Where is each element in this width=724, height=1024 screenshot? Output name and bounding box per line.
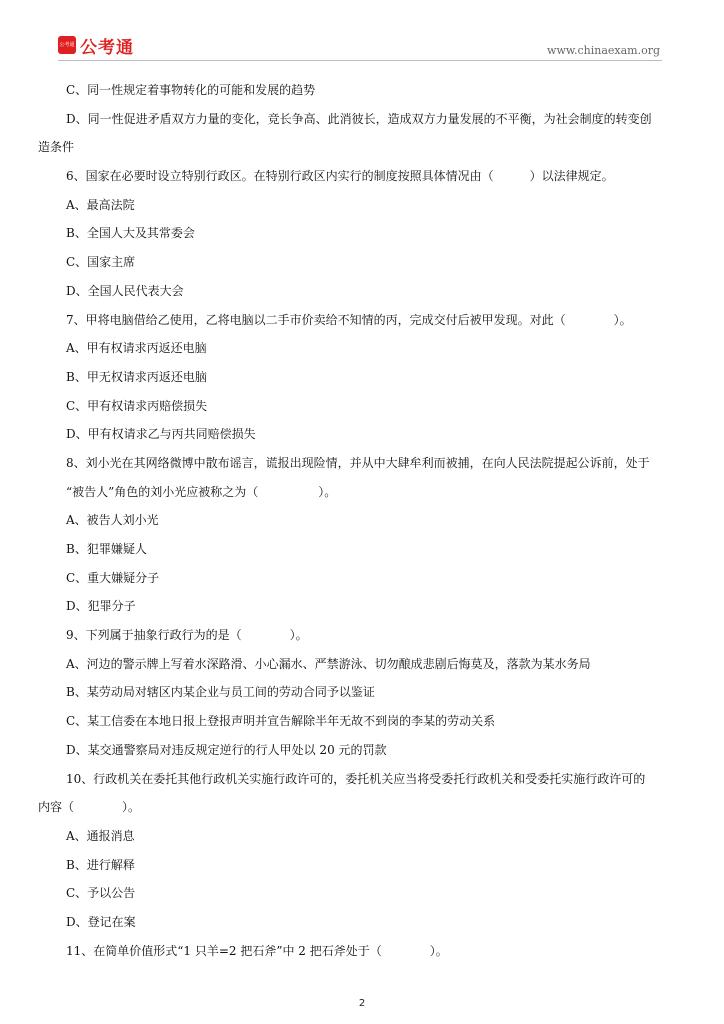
text-line: C、国家主席	[66, 255, 136, 270]
page-number: 2	[358, 998, 366, 1009]
logo-text: 公考通	[80, 38, 134, 58]
text-line: B、犯罪嫌疑人	[66, 542, 147, 556]
text-line: 8、刘小光在其网络微博中散布谣言，谎报出现险情，并从中大肆牟利而被捕，在向人民法院提起公诉前，处于	[66, 455, 650, 470]
text-line: B、某劳动局对辖区内某企业与员工间的劳动合同予以鉴证	[66, 685, 375, 700]
text-line: C、同一性规定着事物转化的可能和发展的趋势	[66, 83, 316, 97]
text-line: A、被告人刘小光	[66, 513, 159, 528]
text-line: D、同一性促进矛盾双方力量的变化，竞长争高、此消彼长，造成双方力量发展的不平衡，为社会制度的转变创	[66, 111, 652, 126]
text-line: 11、在简单价值形式“1 只羊=2 把石斧”中 2 把石斧处于（ ）。	[66, 943, 448, 958]
text-line: D、全国人民代表大会	[66, 283, 184, 298]
text-line: B、甲无权请求丙返还电脑	[66, 369, 207, 384]
text-line: A、最高法院	[66, 197, 135, 212]
text-line: A、甲有权请求丙返还电脑	[66, 341, 207, 356]
text-line: C、某工信委在本地日报上登报声明并宣告解除半年无故不到岗的李某的劳动关系	[66, 714, 496, 729]
text-line: B、进行解释	[66, 857, 135, 872]
header-divider	[58, 60, 662, 61]
text-line: D、甲有权请求乙与丙共同赔偿损失	[66, 427, 256, 442]
text-line: 内容（ ）。	[38, 800, 141, 815]
text-line: D、登记在案	[66, 914, 136, 929]
text-line: B、全国人大及其常委会	[66, 226, 195, 241]
page-header	[0, 0, 724, 64]
text-line: 9、下列属于抽象行政行为的是（ ）。	[66, 628, 308, 643]
text-line: “被告人”角色的刘小光应被称之为（ ）。	[66, 484, 337, 499]
text-line: C、甲有权请求丙赔偿损失	[66, 398, 208, 413]
site-url: www.chinaexam.org	[547, 44, 660, 57]
text-line: D、犯罪分子	[66, 599, 136, 614]
text-line: 10、行政机关在委托其他行政机关实施行政许可的，委托机关应当将受委托行政机关和受委托实施行政许可的	[66, 771, 646, 786]
text-line: A、河边的警示牌上写着水深路滑、小心漏水、严禁游泳、切勿酿成悲剧后悔莫及，落款为某水务局	[66, 656, 591, 671]
document-body	[38, 76, 688, 965]
logo-badge: 公考通	[58, 36, 76, 54]
text-line: D、某交通警察局对违反规定逆行的行人甲处以 20 元的罚款	[66, 742, 387, 757]
text-line: 造条件	[38, 140, 75, 155]
text-line: C、予以公告	[66, 886, 136, 901]
text-line: 7、甲将电脑借给乙使用，乙将电脑以二手市价卖给不知情的丙，完成交付后被甲发现。对此（ ）。	[66, 312, 632, 327]
text-line: C、重大嫌疑分子	[66, 570, 160, 585]
text-line: A、通报消息	[66, 828, 135, 843]
text-line: 6、国家在必要时设立特别行政区。在特别行政区内实行的制度按照具体情况由（ ）以法律规定。	[66, 169, 614, 184]
